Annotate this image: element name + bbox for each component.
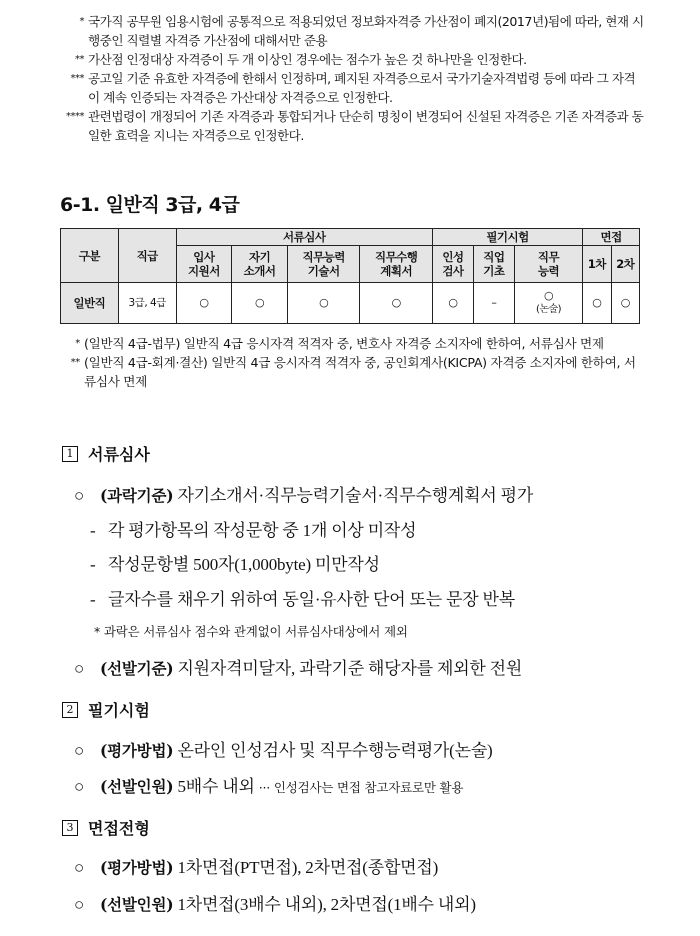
list-item: - 글자수를 채우기 위하여 동일·유사한 단어 또는 문장 반복 [90,590,515,609]
header-cell: 2차 [611,246,639,283]
header-cell: 직업 기초 [473,246,514,283]
doc-select-criteria: ○ (선발기준) 지원자격미달자, 과락기준 해당자를 제외한 전원 [74,659,523,678]
selection-table [60,228,640,324]
row-gubun: 일반직 [61,283,119,324]
table-note: * (일반직 4급-법무) 일반직 4급 응시자격 적격자 중, 변호사 자격증 소지자에 한하여, 서류심사 면제 [75,336,604,351]
top-note: *** 공고일 기준 유효한 자격증에 한해서 인정하며, 폐지된 자격증으로서 국가기술자격법령 등에 따라 그 자격이 계속 인증되는 자격증은 가산대상 자격증으로 인정한다. [70,71,636,105]
section-doc-review-heading: 1 서류심사 [62,442,150,465]
cell-value: ○ [176,283,232,324]
cell-value: ○ [611,283,639,324]
cut-note: * 과락은 서류심사 점수와 관계없이 서류심사대상에서 제외 [94,624,408,639]
header-cell: 인성 검사 [432,246,473,283]
written-method: ○ (평가방법) 온라인 인성검사 및 직무수행능력평가(논술) [74,741,493,760]
cell-value: ○ [432,283,473,324]
cell-value: ○ (논술) [514,283,582,324]
header-gubun: 구분 [61,229,119,283]
header-cell: 직무 능력 [514,246,582,283]
section-written-heading: 2 필기시험 [62,698,150,721]
interview-select: ○ (선발인원) 1차면접(3배수 내외), 2차면접(1배수 내외) [74,895,476,914]
table-note: ** (일반직 4급-회계·결산) 일반직 4급 응시자격 적격자 중, 공인회계사(KICPA) 자격증 소지자에 한하여, 서류심사 면제 [70,355,636,389]
cell-value: ○ [287,283,360,324]
header-doc-review: 서류심사 [176,229,432,246]
top-note: **** 관련법령이 개정되어 기존 자격증과 통합되거나 단순히 명칭이 변경되어 신설된 자격증은 기존 자격증과 동일한 효력을 지니는 자격증으로 인정한다. [66,109,644,143]
header-cell: 입사 지원서 [176,246,232,283]
top-note: ** 가산점 인정대상 자격증이 두 개 이상인 경우에는 점수가 높은 것 하나만을 인정한다. [75,52,527,67]
list-item: - 작성문항별 500자(1,000byte) 미만작성 [90,555,380,574]
header-jikgeup: 직급 [118,229,176,283]
header-cell: 자기 소개서 [232,246,288,283]
table-row [61,283,640,324]
header-cell: 1차 [583,246,611,283]
row-jikgeup: 3급, 4급 [118,283,176,324]
interview-method: ○ (평가방법) 1차면접(PT면접), 2차면접(종합면접) [74,858,439,877]
header-cell: 직무능력 기술서 [287,246,360,283]
cell-value: ○ [232,283,288,324]
doc-cut-criteria: ○ (과락기준) 자기소개서·직무능력기술서·직무수행계획서 평가 [74,486,534,505]
list-item: - 각 평가항목의 작성문항 중 1개 이상 미작성 [90,521,417,540]
cell-value: ○ [360,283,433,324]
cell-value: ○ [583,283,611,324]
top-notes [60,12,644,145]
cell-value: – [473,283,514,324]
header-written: 필기시험 [432,229,582,246]
top-note: * 국가직 공무원 임용시험에 공통적으로 적용되었던 정보화자격증 가산점이 폐지(2017년)됨에 따라, 현재 시행중인 직렬별 자격증 가산점에 대해서만 준용 [79,14,644,48]
written-select: ○ (선발인원) 5배수 내외 ··· 인성검사는 면접 참고자료로만 활용 [74,777,464,796]
section-interview-heading: 3 면접전형 [62,816,150,839]
section-title: 6-1. 일반직 3급, 4급 [60,194,240,216]
header-cell: 직무수행 계획서 [360,246,433,283]
table-notes [60,334,644,391]
header-interview: 면접 [583,229,640,246]
